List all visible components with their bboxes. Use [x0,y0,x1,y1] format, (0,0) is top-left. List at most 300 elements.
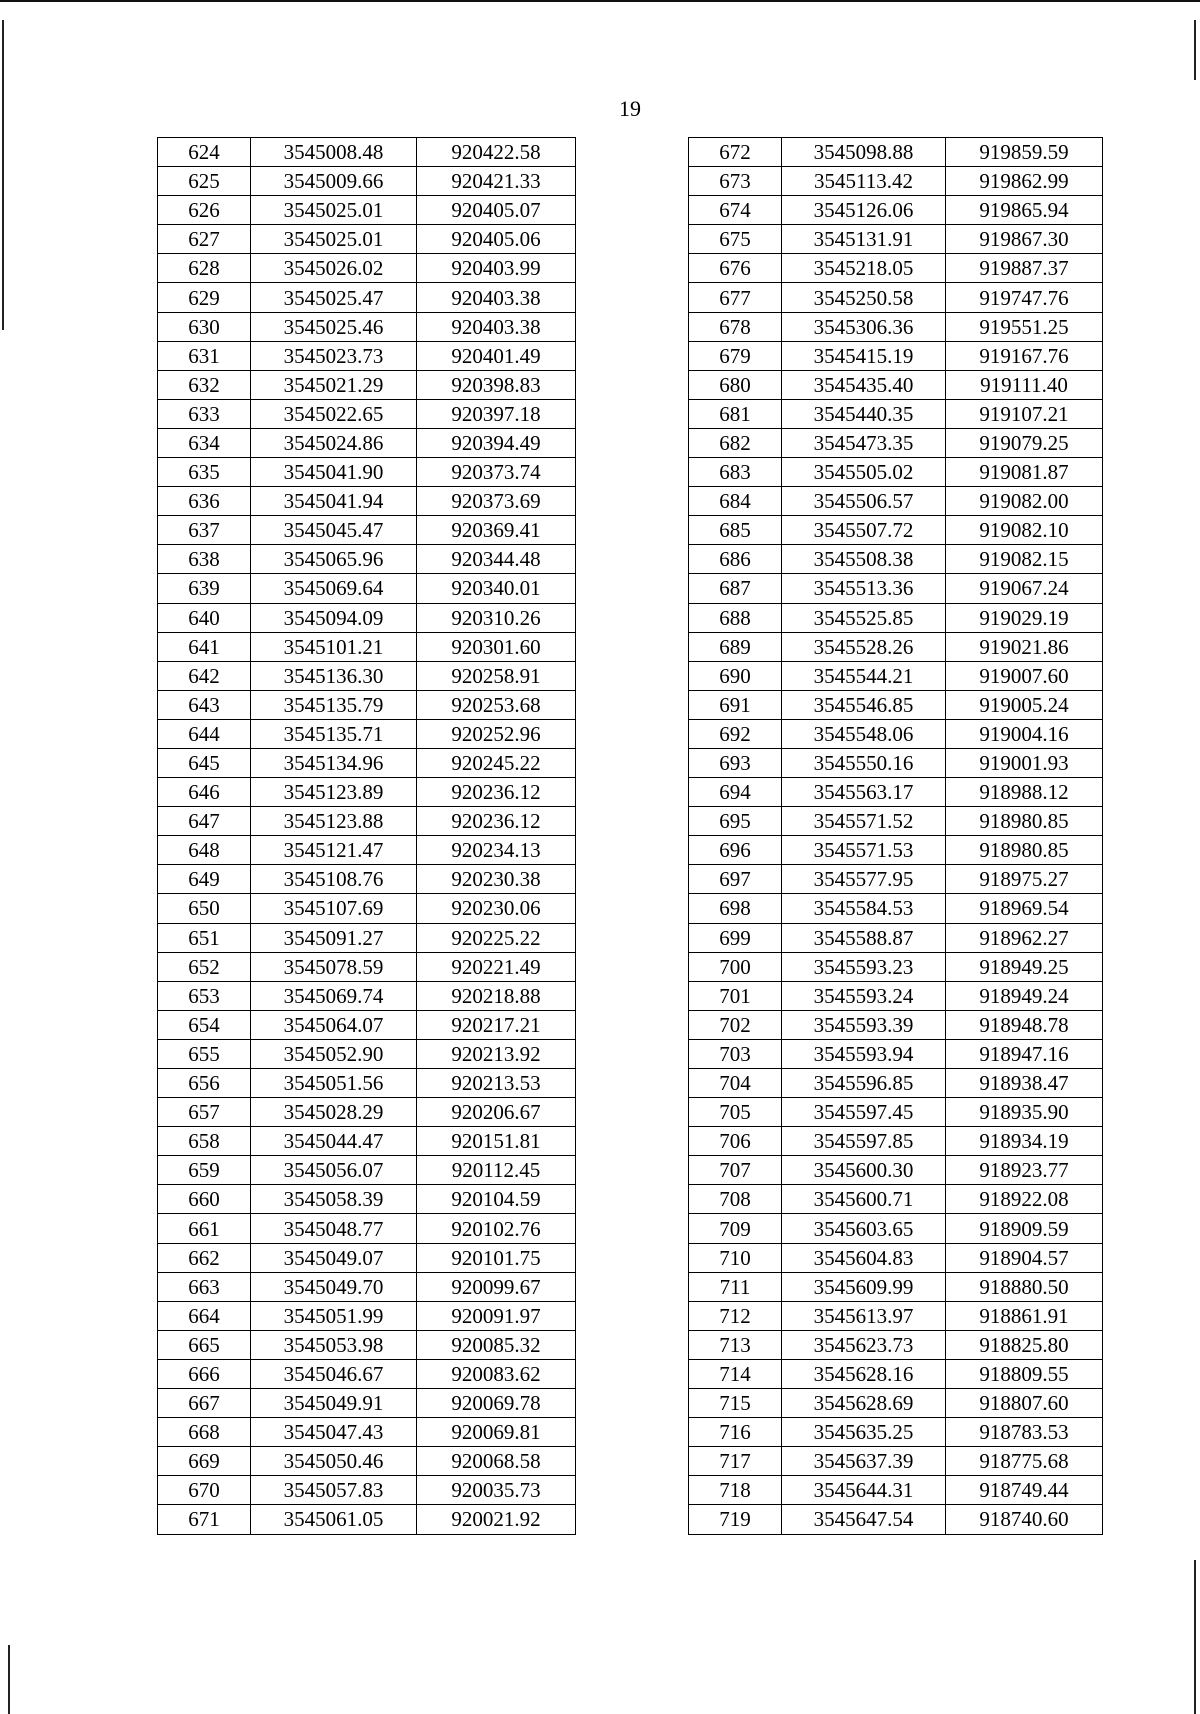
table-row [158,1069,576,1098]
y-coordinate-cell: 918825.80 [946,1330,1103,1359]
point-number-cell: 677 [689,283,782,312]
table-row [689,1010,1103,1039]
x-coordinate-cell: 3545044.47 [251,1127,417,1156]
y-coordinate-cell: 920230.38 [417,865,576,894]
x-coordinate-cell: 3545026.02 [251,254,417,283]
table-row [158,1447,576,1476]
table-row [158,1418,576,1447]
y-coordinate-cell: 919747.76 [946,283,1103,312]
x-coordinate-cell: 3545049.91 [251,1389,417,1418]
table-row [689,341,1103,370]
point-number-cell: 683 [689,458,782,487]
x-coordinate-cell: 3545507.72 [782,516,946,545]
point-number-cell: 685 [689,516,782,545]
x-coordinate-cell: 3545056.07 [251,1156,417,1185]
x-coordinate-cell: 3545525.85 [782,603,946,632]
point-number-cell: 645 [158,748,251,777]
point-number-cell: 712 [689,1301,782,1330]
x-coordinate-cell: 3545584.53 [782,894,946,923]
x-coordinate-cell: 3545628.69 [782,1389,946,1418]
point-number-cell: 629 [158,283,251,312]
point-number-cell: 641 [158,632,251,661]
x-coordinate-cell: 3545593.94 [782,1039,946,1068]
y-coordinate-cell: 919029.19 [946,603,1103,632]
y-coordinate-cell: 920258.91 [417,661,576,690]
table-row [158,1301,576,1330]
y-coordinate-cell: 920373.69 [417,487,576,516]
y-coordinate-cell: 920151.81 [417,1127,576,1156]
y-coordinate-cell: 919082.15 [946,545,1103,574]
table-row [689,719,1103,748]
table-row [158,1359,576,1388]
table-row [158,661,576,690]
table-row [158,283,576,312]
x-coordinate-cell: 3545047.43 [251,1418,417,1447]
y-coordinate-cell: 920398.83 [417,370,576,399]
y-coordinate-cell: 918949.25 [946,952,1103,981]
table-row [689,1447,1103,1476]
point-number-cell: 653 [158,981,251,1010]
x-coordinate-cell: 3545049.70 [251,1272,417,1301]
coordinates-table-right [688,137,1103,1535]
x-coordinate-cell: 3545025.46 [251,312,417,341]
table-row [689,487,1103,516]
x-coordinate-cell: 3545528.26 [782,632,946,661]
x-coordinate-cell: 3545550.16 [782,748,946,777]
table-row [689,167,1103,196]
y-coordinate-cell: 918934.19 [946,1127,1103,1156]
table-row [689,807,1103,836]
x-coordinate-cell: 3545604.83 [782,1243,946,1272]
y-coordinate-cell: 919067.24 [946,574,1103,603]
y-coordinate-cell: 919887.37 [946,254,1103,283]
x-coordinate-cell: 3545028.29 [251,1098,417,1127]
point-number-cell: 716 [689,1418,782,1447]
x-coordinate-cell: 3545593.24 [782,981,946,1010]
point-number-cell: 644 [158,719,251,748]
y-coordinate-cell: 920085.32 [417,1330,576,1359]
table-row [158,458,576,487]
x-coordinate-cell: 3545107.69 [251,894,417,923]
x-coordinate-cell: 3545563.17 [782,778,946,807]
y-coordinate-cell: 920253.68 [417,690,576,719]
point-number-cell: 656 [158,1069,251,1098]
x-coordinate-cell: 3545051.99 [251,1301,417,1330]
y-coordinate-cell: 920403.38 [417,312,576,341]
y-coordinate-cell: 918969.54 [946,894,1103,923]
y-coordinate-cell: 920397.18 [417,399,576,428]
x-coordinate-cell: 3545250.58 [782,283,946,312]
point-number-cell: 711 [689,1272,782,1301]
point-number-cell: 659 [158,1156,251,1185]
y-coordinate-cell: 920234.13 [417,836,576,865]
table-row [689,1098,1103,1127]
y-coordinate-cell: 918938.47 [946,1069,1103,1098]
point-number-cell: 714 [689,1359,782,1388]
table-row [689,923,1103,952]
x-coordinate-cell: 3545053.98 [251,1330,417,1359]
point-number-cell: 647 [158,807,251,836]
x-coordinate-cell: 3545091.27 [251,923,417,952]
point-number-cell: 695 [689,807,782,836]
x-coordinate-cell: 3545593.39 [782,1010,946,1039]
point-number-cell: 635 [158,458,251,487]
x-coordinate-cell: 3545023.73 [251,341,417,370]
x-coordinate-cell: 3545609.99 [782,1272,946,1301]
y-coordinate-cell: 919021.86 [946,632,1103,661]
table-row [689,690,1103,719]
table-row [158,807,576,836]
point-number-cell: 684 [689,487,782,516]
point-number-cell: 638 [158,545,251,574]
table-row [689,1185,1103,1214]
x-coordinate-cell: 3545644.31 [782,1476,946,1505]
point-number-cell: 670 [158,1476,251,1505]
y-coordinate-cell: 919167.76 [946,341,1103,370]
point-number-cell: 633 [158,399,251,428]
y-coordinate-cell: 920369.41 [417,516,576,545]
coordinates-table-left [157,137,576,1535]
coordinates-table-right-body [689,138,1103,1535]
table-row [158,632,576,661]
x-coordinate-cell: 3545008.48 [251,138,417,167]
left-edge-scan-mark-bottom [8,1645,10,1714]
table-row [158,138,576,167]
y-coordinate-cell: 919082.00 [946,487,1103,516]
x-coordinate-cell: 3545069.74 [251,981,417,1010]
table-row [158,1010,576,1039]
x-coordinate-cell: 3545009.66 [251,167,417,196]
table-row [158,981,576,1010]
point-number-cell: 646 [158,778,251,807]
point-number-cell: 687 [689,574,782,603]
x-coordinate-cell: 3545126.06 [782,196,946,225]
y-coordinate-cell: 919862.99 [946,167,1103,196]
y-coordinate-cell: 920236.12 [417,778,576,807]
table-row [158,836,576,865]
y-coordinate-cell: 918947.16 [946,1039,1103,1068]
y-coordinate-cell: 920083.62 [417,1359,576,1388]
x-coordinate-cell: 3545597.45 [782,1098,946,1127]
table-row [689,458,1103,487]
y-coordinate-cell: 918783.53 [946,1418,1103,1447]
y-coordinate-cell: 920422.58 [417,138,576,167]
y-coordinate-cell: 920252.96 [417,719,576,748]
x-coordinate-cell: 3545415.19 [782,341,946,370]
table-row [689,1243,1103,1272]
y-coordinate-cell: 920102.76 [417,1214,576,1243]
point-number-cell: 631 [158,341,251,370]
point-number-cell: 707 [689,1156,782,1185]
y-coordinate-cell: 920213.53 [417,1069,576,1098]
point-number-cell: 715 [689,1389,782,1418]
y-coordinate-cell: 920230.06 [417,894,576,923]
point-number-cell: 672 [689,138,782,167]
y-coordinate-cell: 918948.78 [946,1010,1103,1039]
x-coordinate-cell: 3545098.88 [782,138,946,167]
y-coordinate-cell: 920301.60 [417,632,576,661]
table-row [689,632,1103,661]
x-coordinate-cell: 3545024.86 [251,428,417,457]
y-coordinate-cell: 919001.93 [946,748,1103,777]
point-number-cell: 661 [158,1214,251,1243]
table-row [158,1243,576,1272]
x-coordinate-cell: 3545623.73 [782,1330,946,1359]
point-number-cell: 680 [689,370,782,399]
y-coordinate-cell: 920225.22 [417,923,576,952]
x-coordinate-cell: 3545064.07 [251,1010,417,1039]
point-number-cell: 652 [158,952,251,981]
x-coordinate-cell: 3545057.83 [251,1476,417,1505]
point-number-cell: 699 [689,923,782,952]
table-row [158,254,576,283]
point-number-cell: 665 [158,1330,251,1359]
table-row [689,574,1103,603]
table-row [689,1330,1103,1359]
x-coordinate-cell: 3545613.97 [782,1301,946,1330]
table-row [689,836,1103,865]
table-row [689,428,1103,457]
point-number-cell: 696 [689,836,782,865]
x-coordinate-cell: 3545571.52 [782,807,946,836]
x-coordinate-cell: 3545045.47 [251,516,417,545]
point-number-cell: 642 [158,661,251,690]
table-row [158,894,576,923]
table-row [689,196,1103,225]
point-number-cell: 702 [689,1010,782,1039]
y-coordinate-cell: 918962.27 [946,923,1103,952]
table-row [158,952,576,981]
point-number-cell: 625 [158,167,251,196]
table-row [158,748,576,777]
y-coordinate-cell: 918861.91 [946,1301,1103,1330]
table-row [158,225,576,254]
point-number-cell: 651 [158,923,251,952]
point-number-cell: 624 [158,138,251,167]
point-number-cell: 655 [158,1039,251,1068]
y-coordinate-cell: 918880.50 [946,1272,1103,1301]
point-number-cell: 709 [689,1214,782,1243]
x-coordinate-cell: 3545123.89 [251,778,417,807]
y-coordinate-cell: 918975.27 [946,865,1103,894]
point-number-cell: 717 [689,1447,782,1476]
point-number-cell: 708 [689,1185,782,1214]
table-row [689,1069,1103,1098]
x-coordinate-cell: 3545506.57 [782,487,946,516]
y-coordinate-cell: 920340.01 [417,574,576,603]
y-coordinate-cell: 920245.22 [417,748,576,777]
table-row [158,1185,576,1214]
table-row [689,661,1103,690]
table-row [158,196,576,225]
point-number-cell: 681 [689,399,782,428]
table-row [689,894,1103,923]
table-row [689,1039,1103,1068]
x-coordinate-cell: 3545094.09 [251,603,417,632]
y-coordinate-cell: 919004.16 [946,719,1103,748]
x-coordinate-cell: 3545052.90 [251,1039,417,1068]
y-coordinate-cell: 920401.49 [417,341,576,370]
y-coordinate-cell: 919081.87 [946,458,1103,487]
y-coordinate-cell: 920344.48 [417,545,576,574]
point-number-cell: 710 [689,1243,782,1272]
x-coordinate-cell: 3545577.95 [782,865,946,894]
x-coordinate-cell: 3545544.21 [782,661,946,690]
x-coordinate-cell: 3545596.85 [782,1069,946,1098]
y-coordinate-cell: 918922.08 [946,1185,1103,1214]
x-coordinate-cell: 3545603.65 [782,1214,946,1243]
y-coordinate-cell: 920221.49 [417,952,576,981]
table-row [689,138,1103,167]
x-coordinate-cell: 3545435.40 [782,370,946,399]
x-coordinate-cell: 3545134.96 [251,748,417,777]
point-number-cell: 632 [158,370,251,399]
table-row [158,574,576,603]
x-coordinate-cell: 3545049.07 [251,1243,417,1272]
y-coordinate-cell: 918807.60 [946,1389,1103,1418]
point-number-cell: 704 [689,1069,782,1098]
right-edge-scan-mark-bottom [1194,1560,1196,1714]
point-number-cell: 660 [158,1185,251,1214]
point-number-cell: 675 [689,225,782,254]
point-number-cell: 678 [689,312,782,341]
table-row [689,254,1103,283]
point-number-cell: 640 [158,603,251,632]
table-row [689,865,1103,894]
x-coordinate-cell: 3545061.05 [251,1505,417,1534]
y-coordinate-cell: 920069.78 [417,1389,576,1418]
point-number-cell: 634 [158,428,251,457]
y-coordinate-cell: 919005.24 [946,690,1103,719]
table-row [689,603,1103,632]
table-row [158,428,576,457]
y-coordinate-cell: 918749.44 [946,1476,1103,1505]
table-row [158,719,576,748]
point-number-cell: 662 [158,1243,251,1272]
x-coordinate-cell: 3545508.38 [782,545,946,574]
table-row [158,1476,576,1505]
y-coordinate-cell: 920403.99 [417,254,576,283]
point-number-cell: 718 [689,1476,782,1505]
point-number-cell: 666 [158,1359,251,1388]
point-number-cell: 637 [158,516,251,545]
x-coordinate-cell: 3545600.71 [782,1185,946,1214]
y-coordinate-cell: 918980.85 [946,836,1103,865]
point-number-cell: 663 [158,1272,251,1301]
y-coordinate-cell: 919551.25 [946,312,1103,341]
x-coordinate-cell: 3545058.39 [251,1185,417,1214]
y-coordinate-cell: 918980.85 [946,807,1103,836]
x-coordinate-cell: 3545513.36 [782,574,946,603]
point-number-cell: 689 [689,632,782,661]
table-row [689,516,1103,545]
table-row [158,778,576,807]
point-number-cell: 674 [689,196,782,225]
table-row [158,603,576,632]
x-coordinate-cell: 3545635.25 [782,1418,946,1447]
x-coordinate-cell: 3545473.35 [782,428,946,457]
point-number-cell: 690 [689,661,782,690]
x-coordinate-cell: 3545440.35 [782,399,946,428]
x-coordinate-cell: 3545548.06 [782,719,946,748]
table-row [689,1127,1103,1156]
y-coordinate-cell: 920112.45 [417,1156,576,1185]
point-number-cell: 686 [689,545,782,574]
y-coordinate-cell: 919859.59 [946,138,1103,167]
table-row [689,952,1103,981]
x-coordinate-cell: 3545065.96 [251,545,417,574]
x-coordinate-cell: 3545600.30 [782,1156,946,1185]
point-number-cell: 697 [689,865,782,894]
y-coordinate-cell: 920101.75 [417,1243,576,1272]
y-coordinate-cell: 920104.59 [417,1185,576,1214]
x-coordinate-cell: 3545025.47 [251,283,417,312]
point-number-cell: 701 [689,981,782,1010]
point-number-cell: 705 [689,1098,782,1127]
y-coordinate-cell: 919107.21 [946,399,1103,428]
point-number-cell: 664 [158,1301,251,1330]
x-coordinate-cell: 3545025.01 [251,225,417,254]
x-coordinate-cell: 3545048.77 [251,1214,417,1243]
x-coordinate-cell: 3545050.46 [251,1447,417,1476]
x-coordinate-cell: 3545218.05 [782,254,946,283]
y-coordinate-cell: 920035.73 [417,1476,576,1505]
table-row [158,399,576,428]
point-number-cell: 649 [158,865,251,894]
table-row [158,341,576,370]
y-coordinate-cell: 919082.10 [946,516,1103,545]
x-coordinate-cell: 3545108.76 [251,865,417,894]
x-coordinate-cell: 3545505.02 [782,458,946,487]
table-row [158,923,576,952]
y-coordinate-cell: 918935.90 [946,1098,1103,1127]
y-coordinate-cell: 918909.59 [946,1214,1103,1243]
table-row [158,516,576,545]
table-row [689,1359,1103,1388]
point-number-cell: 713 [689,1330,782,1359]
point-number-cell: 682 [689,428,782,457]
x-coordinate-cell: 3545593.23 [782,952,946,981]
y-coordinate-cell: 920310.26 [417,603,576,632]
point-number-cell: 691 [689,690,782,719]
y-coordinate-cell: 918775.68 [946,1447,1103,1476]
y-coordinate-cell: 920394.49 [417,428,576,457]
table-row [689,1418,1103,1447]
y-coordinate-cell: 920403.38 [417,283,576,312]
y-coordinate-cell: 920069.81 [417,1418,576,1447]
table-row [689,981,1103,1010]
left-edge-scan-mark [2,20,4,330]
y-coordinate-cell: 920373.74 [417,458,576,487]
y-coordinate-cell: 919079.25 [946,428,1103,457]
x-coordinate-cell: 3545078.59 [251,952,417,981]
x-coordinate-cell: 3545637.39 [782,1447,946,1476]
point-number-cell: 694 [689,778,782,807]
table-row [689,312,1103,341]
y-coordinate-cell: 918740.60 [946,1505,1103,1534]
table-row [158,1330,576,1359]
x-coordinate-cell: 3545135.79 [251,690,417,719]
table-row [158,370,576,399]
table-row [158,1214,576,1243]
table-row [158,1127,576,1156]
table-row [158,312,576,341]
table-row [689,225,1103,254]
x-coordinate-cell: 3545021.29 [251,370,417,399]
y-coordinate-cell: 920218.88 [417,981,576,1010]
x-coordinate-cell: 3545113.42 [782,167,946,196]
table-row [689,1505,1103,1534]
